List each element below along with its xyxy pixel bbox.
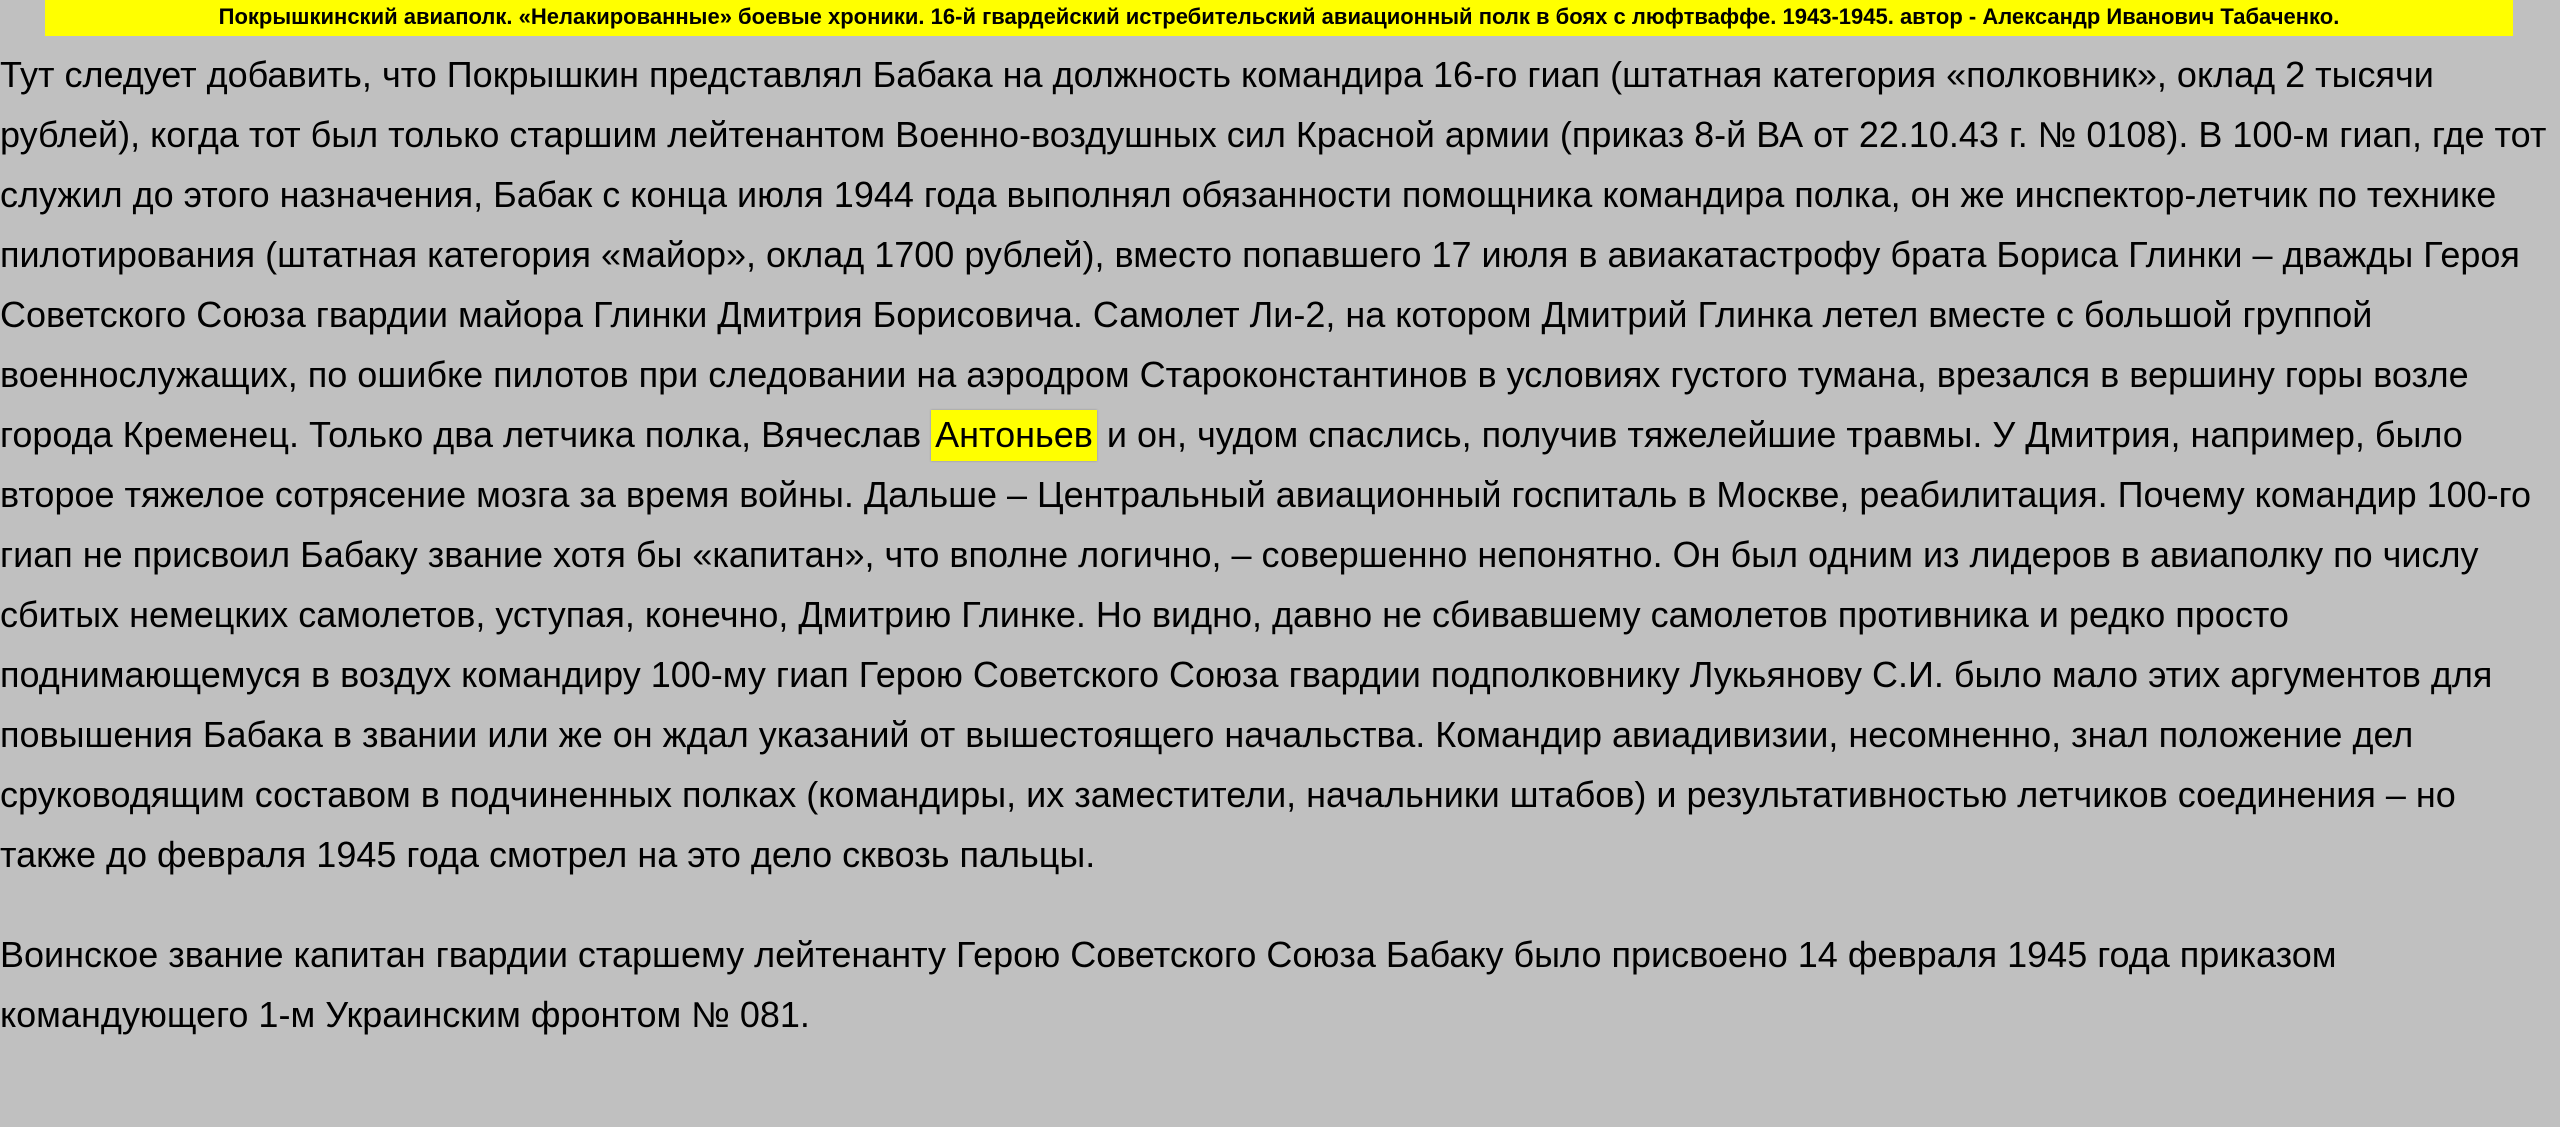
search-highlight: Антоньев	[931, 410, 1097, 461]
paragraph-1-text-after: и он, чудом спаслись, получив тяжелейшие травмы. У Дмитрия, например, было второе тяжелое сотрясение мозга за время войны. Дальше – Центральный авиационный госпиталь в Москве, реабилитация. Почему командир 100-го гиап не присвоил Бабаку звание хотя бы «капитан», что вполне логично, – совершенно непонятно. Он был одним из лидеров в авиаполку по числу сбитых немецких самолетов, уступая, конечно, Дмитрию Глинке. Но видно, давно не сбивавшему самолетов противника и редко просто поднимающемуся в воздух командиру 100-му гиап Герою Советского Союза гвардии подполковнику Лукьянову С.И. было мало этих аргументов для повышения Бабака в звании или же он ждал указаний от вышестоящего начальства. Командир авиадивизии, несомненно, знал положение дел сруководящим составом в подчиненных полках (командиры, их заместители, начальники штабов) и результативностью летчиков соединения – но также до февраля 1945 года смотрел на это дело сквозь пальцы.	[0, 414, 2532, 875]
paragraph-1-text-before: Тут следует добавить, что Покрышкин представлял Бабака на должность командира 16-го гиап (штатная категория «полковник», оклад 2 тысячи рублей), когда тот был только старшим лейтенантом Военно-воздушных сил Красной армии (приказ 8-й ВА от 22.10.43 г. № 0108). В 100-м гиап, где тот служил до этого назначения, Бабак с конца июля 1944 года выполнял обязанности помощника командира полка, он же инспектор-летчик по технике пилотирования (штатная категория «майор», оклад 1700 рублей), вместо попавшего 17 июля в авиакатастрофу брата Бориса Глинки – дважды Героя Советского Союза гвардии майора Глинки Дмитрия Борисовича. Самолет Ли-2, на котором Дмитрий Глинка летел вместе с большой группой военнослужащих, по ошибке пилотов при следовании на аэродром Староконстантинов в условиях густого тумана, врезался в вершину горы возле города Кременец. Только два летчика полка, Вячеслав	[0, 54, 2547, 455]
book-title: Покрышкинский авиаполк. «Нелакированные» боевые хроники. 16-й гвардейский истребительский авиационный полк в боях с люфтваффе. 1943-1945. автор - Александр Иванович Табаченко.	[218, 4, 2340, 29]
paragraph-1	[0, 45, 2556, 885]
paragraph-2: Воинское звание капитан гвардии старшему лейтенанту Герою Советского Союза Бабаку было присвоено 14 февраля 1945 года приказом командующего 1-м Украинским фронтом № 081.	[0, 934, 2337, 1035]
article-body	[0, 45, 2556, 1045]
header-bar	[45, 0, 2513, 36]
